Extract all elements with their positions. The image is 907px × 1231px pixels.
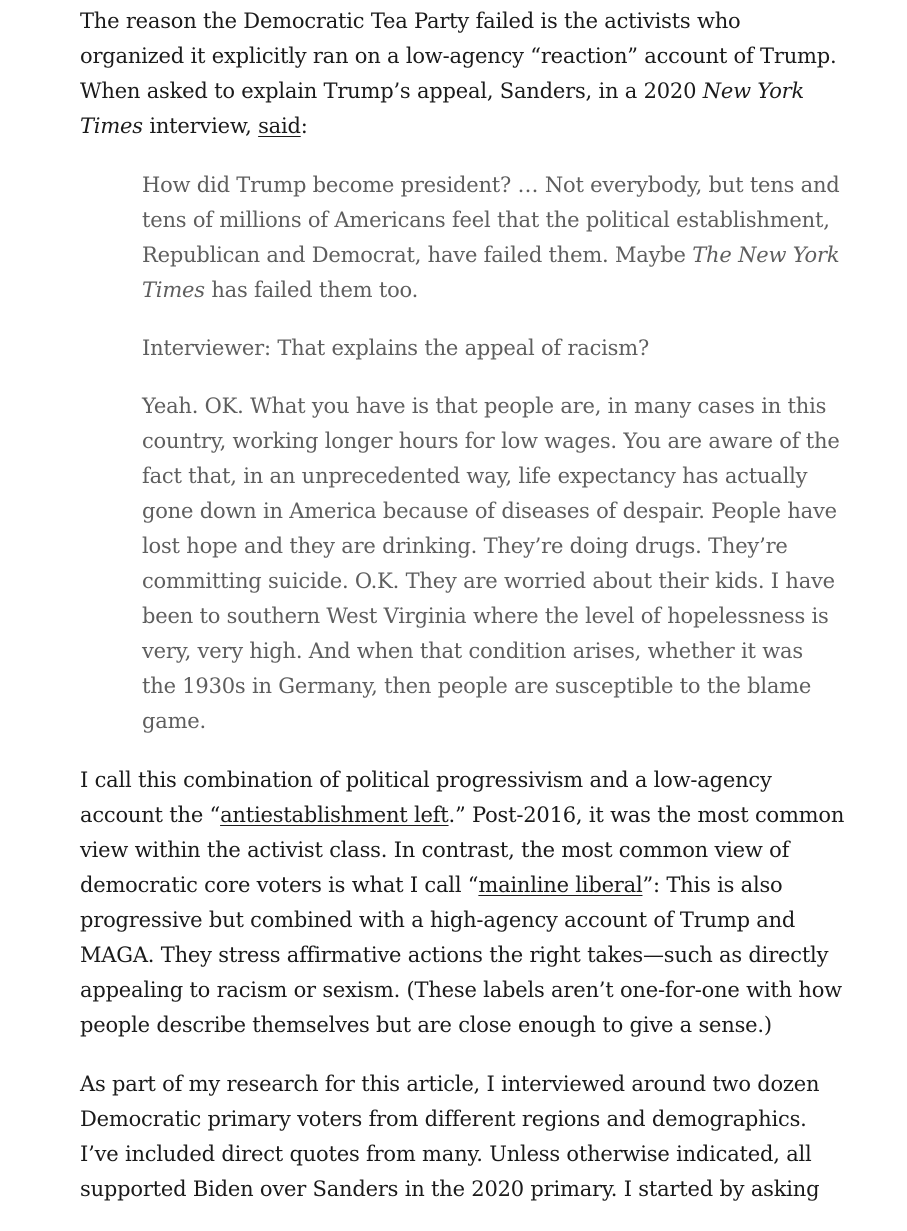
paragraph-research: As part of my research for this article, I interviewed around two dozen Democratic primary voters from different regions and demographics. I’ve included direct quotes from many. Unless otherwise indicated, all supported Biden over Sanders in the 2020 primary. I started by asking [80, 1072, 820, 1201]
antiestablishment-left-link[interactable]: antiestablishment left [220, 803, 449, 827]
quote-1-publication-name: The New York Times [142, 243, 840, 302]
quote-1-text-2: has failed them too. [204, 278, 419, 302]
quote-paragraph-3: Yeah. OK. What you have is that people are, in many cases in this country, working longer hours for low wages. You are aware of the fact that, in an unprecedented way, life expectancy has actually gone down in America because of diseases of despair. People have lost hope and they are drinking. They’re doing drugs. They’re committing suicide. O.K. They are worried about their kids. I have been to southern West Virginia where the level of hopelessness is very, very high. And when that condition arises, whether it was the 1930s in Germany, then people are susceptible to the blame game. [142, 394, 840, 733]
sanders-blockquote [142, 168, 842, 739]
intro-text-2: interview, [142, 114, 259, 138]
quote-paragraph-2: Interviewer: That explains the appeal of racism? [142, 336, 650, 360]
labels-text-1: I call this combination of political progressivism and a low-agency account the “ [80, 768, 772, 827]
intro-publication-name: New York Times [80, 79, 805, 138]
labels-text-3: ”: This is also progressive but combined with a high-agency account of Trump and MAGA. They stress affirmative actions the right takes—such as directly appealing to racism or sexism. (These labels aren’t one-for-one with how people describe themselves but are close enough to give a sense.) [80, 873, 842, 1037]
said-link[interactable]: said [258, 114, 301, 138]
intro-text-1: The reason the Democratic Tea Party failed is the activists who organized it explicitly ran on a low-agency “reaction” account of Trump. When asked to explain Trump’s appeal, Sanders, in a 2020 [80, 9, 837, 103]
paragraph-labels [80, 763, 850, 1043]
labels-text-2: .” Post-2016, it was the most common view within the activist class. In contrast, the most common view of democratic core voters is what I call “ [80, 803, 845, 897]
article-body [80, 4, 850, 1231]
mainline-liberal-link[interactable]: mainline liberal [478, 873, 643, 897]
quote-paragraph-1 [142, 168, 842, 308]
quote-1-text-1: How did Trump become president? … Not everybody, but tens and tens of millions of Americans feel that the political establishment, Republican and Democrat, have failed them. Maybe [142, 173, 840, 267]
paragraph-intro [80, 4, 850, 144]
intro-text-3: : [300, 114, 308, 138]
